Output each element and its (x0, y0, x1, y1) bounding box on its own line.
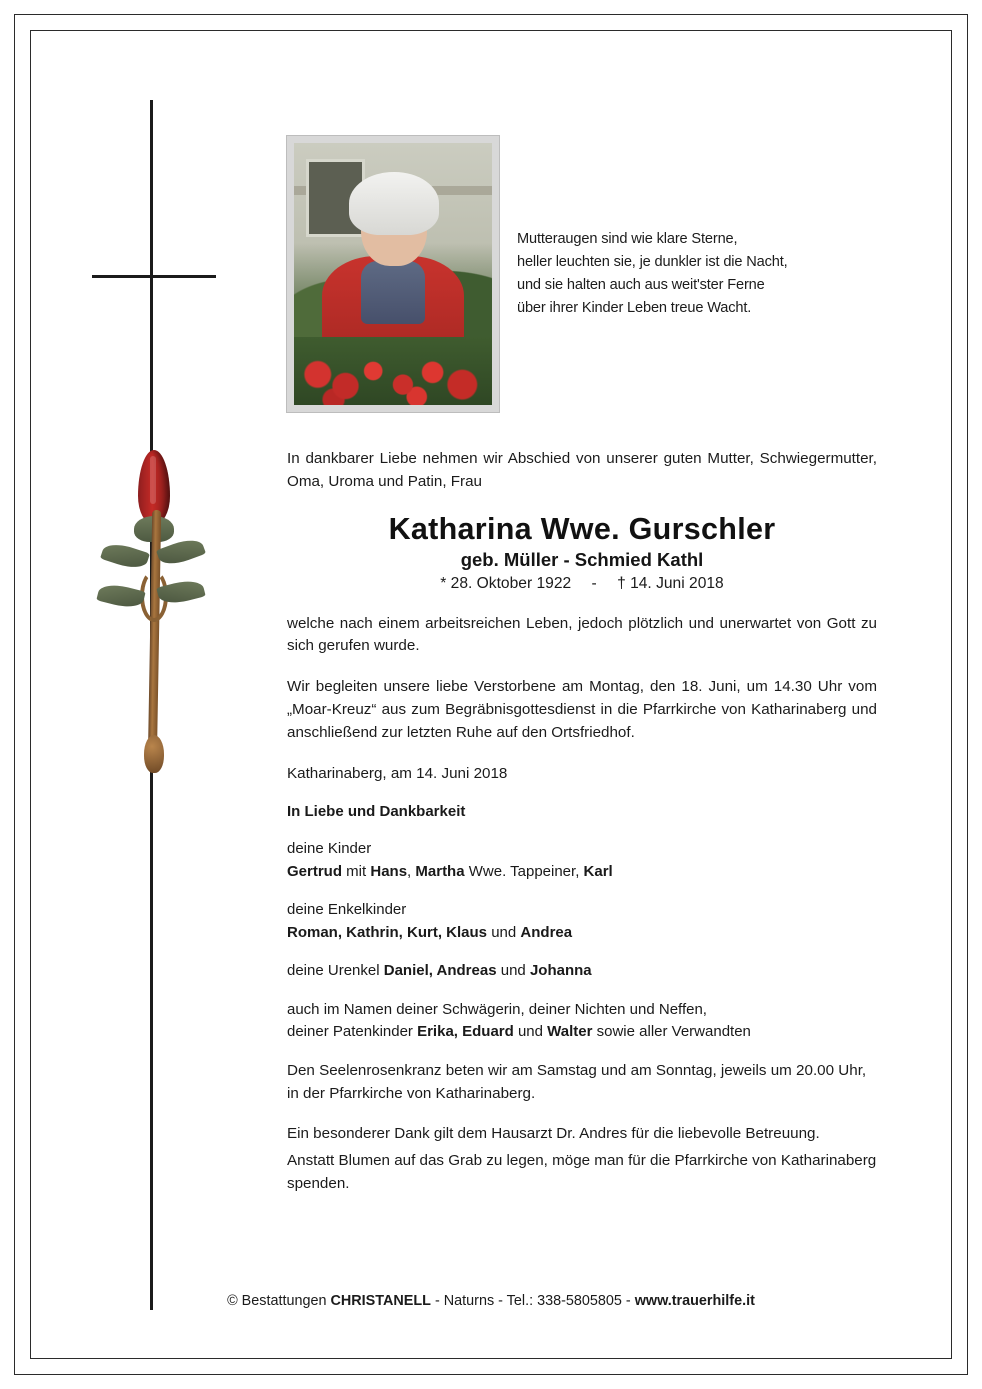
family-group-label: auch im Namen deiner Schwägerin, deiner Nichten und Neffen, (287, 1000, 707, 1018)
family-name: Andrea (520, 923, 573, 941)
rose-sculpture-icon (100, 450, 212, 780)
family-name: Walter (547, 1023, 593, 1041)
family-name: Karl (583, 862, 613, 880)
family-group-names (287, 861, 877, 884)
family-group-names (287, 1021, 877, 1044)
verse-line-2: heller leuchten sie, je dunkler ist die Nacht, (517, 254, 788, 271)
family-name: Erika, Eduard (417, 1023, 514, 1041)
family-name: Gertrud (287, 862, 343, 880)
footer-credit (0, 1293, 982, 1309)
footer-company: CHRISTANELL (330, 1293, 431, 1309)
death-note-paragraph: welche nach einem arbeitsreichen Leben, jedoch plötzlich und unerwartet von Gott zu sich gerufen wurde. (287, 614, 877, 655)
photo-subject-blouse (361, 261, 424, 324)
donation-paragraph: Anstatt Blumen auf das Grab zu legen, möge man für die Pfarrkirche von Katharinaberg spenden. (287, 1152, 877, 1193)
family-suffix: Wwe. Tappeiner, (464, 862, 584, 880)
cross-decoration (60, 80, 260, 1320)
date-separator: - (591, 574, 597, 592)
family-name: Roman, Kathrin, Kurt, Klaus (287, 923, 488, 941)
deceased-maiden-name: geb. Müller - Schmied Kathl (460, 548, 704, 570)
family-conjunction: und (496, 962, 530, 980)
family-name: Johanna (529, 962, 592, 980)
rosary-paragraph: Den Seelenrosenkranz beten wir am Samstag und am Sonntag, jeweils um 20.00 Uhr, in der Pfarrkirche von Katharinaberg. (287, 1061, 867, 1102)
family-name: Daniel, Andreas (383, 962, 497, 980)
rose-leaf (100, 539, 150, 572)
family-group (287, 960, 877, 983)
rose-leaf (96, 581, 145, 612)
obituary-content (287, 448, 877, 1214)
family-group-label: deine Urenkel (287, 962, 384, 980)
family-conjunction: mit (342, 862, 371, 880)
portrait-photo (294, 143, 492, 405)
photo-subject-hair (349, 172, 438, 235)
footer-website[interactable]: www.trauerhilfe.it (634, 1293, 755, 1309)
funeral-paragraph: Wir begleiten unsere liebe Verstorbene am Montag, den 18. Juni, um 14.30 Uhr vom „Moar-Kreuz“ aus zum Begräbnisgottesdienst in die Pfarrkirche von Katharinaberg und anschließend zur letzten Ruhe auf den Ortsfriedhof. (287, 678, 877, 741)
verse-line-4: über ihrer Kinder Leben treue Wacht. (517, 300, 752, 317)
family-suffix: sowie aller Verwandten (592, 1023, 751, 1041)
family-group-names (287, 960, 877, 983)
photo-flowers (294, 337, 492, 405)
intro-paragraph: In dankbarer Liebe nehmen wir Abschied von unserer guten Mutter, Schwiegermutter, Oma, Uroma und Patin, Frau (287, 450, 877, 490)
family-group-label: deine Enkelkinder (287, 901, 407, 919)
family-separator: , (407, 862, 416, 880)
thanks-doctor-paragraph: Ein besonderer Dank gilt dem Hausarzt Dr. Andres für die liebevolle Betreuung. (287, 1125, 820, 1143)
family-prefix: deiner Patenkinder (287, 1023, 418, 1041)
cross-horizontal-bar (92, 275, 216, 278)
life-dates (287, 575, 877, 593)
birth-date: * 28. Oktober 1922 (440, 574, 572, 592)
family-name: Hans (370, 862, 408, 880)
death-date: † 14. Juni 2018 (617, 574, 724, 592)
family-name: Martha (415, 862, 465, 880)
place-and-date: Katharinaberg, am 14. Juni 2018 (287, 764, 508, 782)
family-group (287, 838, 877, 883)
memorial-verse (517, 228, 877, 320)
portrait-photo-frame (287, 136, 499, 412)
rose-stem-base (144, 735, 164, 773)
family-conjunction: und (487, 923, 521, 941)
verse-line-1: Mutteraugen sind wie klare Sterne, (517, 231, 738, 247)
family-group-names (287, 922, 877, 945)
family-conjunction: und (513, 1023, 548, 1041)
deceased-name: Katharina Wwe. Gurschler (388, 511, 776, 546)
family-group (287, 999, 877, 1044)
family-group (287, 899, 877, 944)
footer-contact: - Naturns - Tel.: 338-5805805 - (430, 1293, 635, 1309)
gratitude-title: In Liebe und Dankbarkeit (287, 803, 466, 821)
verse-line-3: und sie halten auch aus weit'ster Ferne (517, 277, 765, 294)
family-group-label: deine Kinder (287, 840, 372, 858)
footer-prefix: © Bestattungen (227, 1293, 331, 1309)
